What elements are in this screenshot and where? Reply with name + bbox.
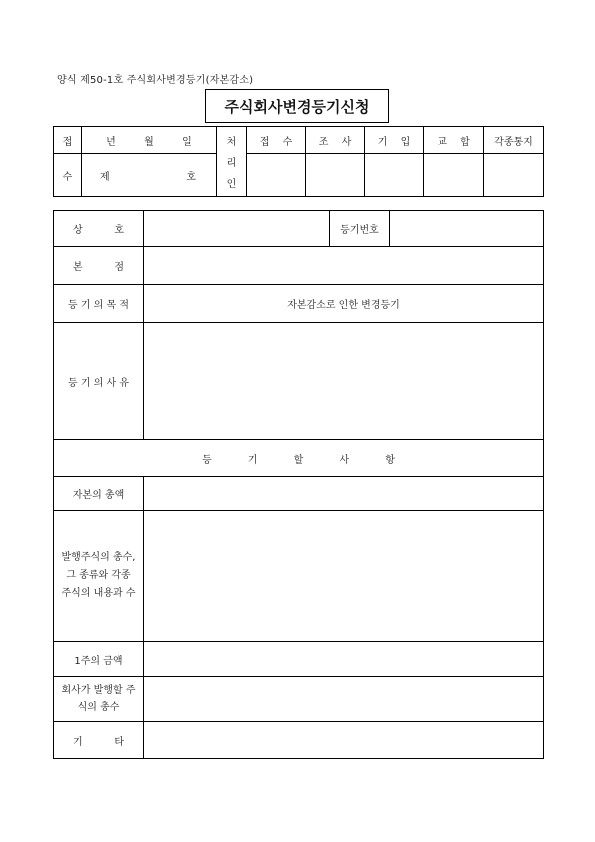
col-entry: 기 입: [365, 127, 424, 154]
month-label: 월: [144, 136, 154, 148]
heading-char-1: 등: [202, 454, 212, 466]
issued-shares-line-2: 그 종류와 각종: [66, 570, 131, 581]
registration-purpose-label: 등 기 의 목 적: [54, 285, 144, 323]
registration-number-field[interactable]: [390, 211, 544, 247]
issued-shares-line-3: 주식의 내용과 수: [61, 588, 136, 599]
application-table: [53, 210, 544, 759]
receipt-label-jeop: 접: [54, 127, 82, 154]
registration-purpose-value: 자본감소로 인한 변경등기: [144, 285, 544, 323]
ho-label: 호: [186, 171, 196, 183]
other-label: 기 타: [54, 722, 144, 759]
heading-char-5: 항: [385, 454, 395, 466]
head-office-field[interactable]: [144, 247, 544, 285]
registration-cause-field[interactable]: [144, 323, 544, 440]
head-office-label: 본 점: [54, 247, 144, 285]
day-label: 일: [182, 136, 192, 148]
heading-char-3: 할: [293, 454, 304, 466]
handler-char-2: 리: [226, 157, 237, 169]
trade-name-label: 상 호: [54, 211, 144, 247]
authorized-shares-field[interactable]: [144, 677, 544, 722]
col-receipt: 접 수: [247, 127, 306, 154]
check-stamp-cell[interactable]: [424, 154, 484, 197]
je-label: 제: [100, 171, 110, 183]
par-value-field[interactable]: [144, 642, 544, 677]
receipt-label-su: 수: [54, 154, 82, 197]
registration-cause-label: 등 기 의 사 유: [54, 323, 144, 440]
col-notices: 각종통지: [484, 127, 544, 154]
notices-stamp-cell[interactable]: [484, 154, 544, 197]
handler-char-1: 처: [226, 137, 237, 149]
registration-number-label: 등기번호: [330, 211, 390, 247]
receipt-table: [53, 126, 544, 197]
registration-matters-heading: [54, 440, 544, 477]
issued-shares-label: [54, 511, 144, 642]
handler-label: [217, 127, 247, 197]
issued-shares-field[interactable]: [144, 511, 544, 642]
col-check: 교 합: [424, 127, 484, 154]
heading-char-2: 기: [247, 454, 258, 466]
number-fields: [82, 154, 217, 197]
total-capital-field[interactable]: [144, 477, 544, 511]
col-review: 조 사: [306, 127, 365, 154]
par-value-label: 1주의 금액: [54, 642, 144, 677]
authorized-shares-line-1: 회사가 발행할 주: [61, 685, 136, 696]
year-label: 년: [106, 136, 116, 148]
date-fields: [82, 127, 217, 154]
authorized-shares-label: [54, 677, 144, 722]
entry-stamp-cell[interactable]: [365, 154, 424, 197]
issued-shares-line-1: 발행주식의 총수,: [61, 552, 136, 563]
authorized-shares-line-2: 식의 총수: [77, 702, 120, 713]
heading-char-4: 사: [339, 454, 350, 466]
handler-char-3: 인: [226, 178, 237, 190]
form-number: 양식 제50-1호 주식회사변경등기(자본감소): [57, 75, 254, 86]
receipt-stamp-cell[interactable]: [247, 154, 306, 197]
total-capital-label: 자본의 총액: [54, 477, 144, 511]
review-stamp-cell[interactable]: [306, 154, 365, 197]
trade-name-field[interactable]: [144, 211, 330, 247]
other-field[interactable]: [144, 722, 544, 759]
page-title: 주식회사변경등기신청: [205, 89, 389, 123]
